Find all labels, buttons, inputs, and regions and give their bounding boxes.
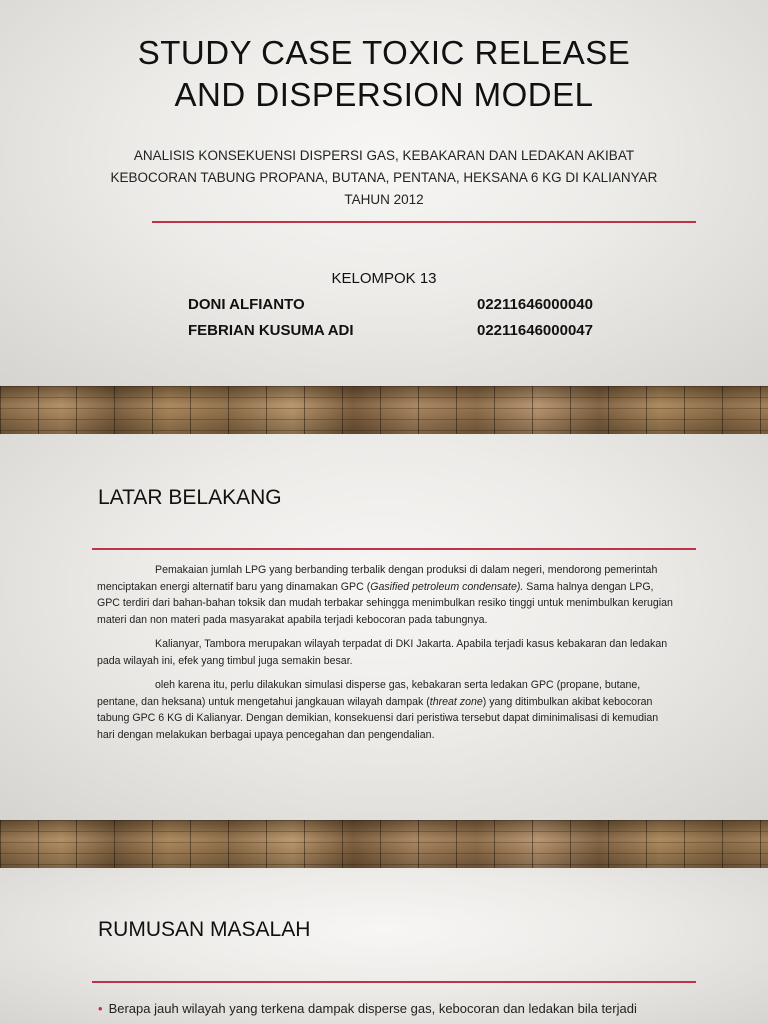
member-name-2: FEBRIAN KUSUMA ADI bbox=[188, 322, 354, 339]
subtitle-line-1: ANALISIS KONSEKUENSI DISPERSI GAS, KEBAKARAN DAN LEDAKAN AKIBAT bbox=[133, 148, 635, 163]
subtitle-line-3: TAHUN 2012 bbox=[344, 192, 424, 207]
background-body bbox=[97, 562, 677, 751]
bullet-item-1 bbox=[98, 1001, 698, 1016]
paragraph-2: Kalianyar, Tambora merupakan wilayah terpadat di DKI Jakarta. Apabila terjadi kasus kebakaran dan ledakan pada wilayah ini, efek yang timbul juga semakin besar. bbox=[97, 638, 668, 667]
background-slide bbox=[0, 434, 768, 820]
member-id-2: 02211646000047 bbox=[477, 322, 593, 339]
problem-slide bbox=[0, 868, 768, 1024]
title-line-2: AND DISPERSION MODEL bbox=[174, 76, 594, 113]
wood-floor-divider-1 bbox=[0, 386, 768, 434]
slide-title bbox=[0, 32, 768, 116]
group-label: KELOMPOK 13 bbox=[331, 270, 437, 287]
heading-divider bbox=[92, 548, 696, 550]
member-name-1: DONI ALFIANTO bbox=[188, 296, 305, 313]
title-line-1: STUDY CASE TOXIC RELEASE bbox=[137, 34, 631, 71]
member-id-1: 02211646000040 bbox=[477, 296, 593, 313]
title-divider bbox=[152, 221, 696, 223]
section-heading: RUMUSAN MASALAH bbox=[98, 918, 311, 941]
bullet-text: Berapa jauh wilayah yang terkena dampak disperse gas, kebocoran dan ledakan bila terjadi bbox=[108, 1001, 637, 1016]
subtitle-line-2: KEBOCORAN TABUNG PROPANA, BUTANA, PENTANA, HEKSANA 6 KG DI KALIANYAR bbox=[110, 170, 658, 185]
slide-subtitle bbox=[80, 145, 688, 211]
heading-divider bbox=[92, 981, 696, 983]
section-heading: LATAR BELAKANG bbox=[98, 486, 282, 509]
title-slide bbox=[0, 0, 768, 386]
bullet-icon: • bbox=[98, 1001, 103, 1016]
paragraph-3: oleh karena itu, perlu dilakukan simulasi disperse gas, kebakaran serta ledakan GPC (propane, butane, pentane, dan heksana) untuk mengetahui jangkauan wilayah dampak (threat zone) yang ditimbulkan akibat kebocoran tabung GPC 6 KG di Kalianyar. Dengan demikian, konsekuensi dari peristiwa tersebut dapat diminimalisasi di kemudian hari dengan melakukan berbagai upaya pencegahan dan pengendalian. bbox=[97, 679, 659, 741]
paragraph-1: Pemakaian jumlah LPG yang berbanding terbalik dengan produksi di dalam negeri, mendorong pemerintah menciptakan energi alternatif baru yang dinamakan GPC (Gasified petroleum condensate). Sama halnya dengan LPG, GPC terdiri dari bahan-bahan toksik dan mudah terbakar sehingga menimbulkan resiko tinggi untuk menimbulkan kerugian materi dan non materi pada masyarakat apabila terjadi kebocoran pada tabungnya. bbox=[97, 564, 673, 626]
wood-floor-divider-2 bbox=[0, 820, 768, 868]
